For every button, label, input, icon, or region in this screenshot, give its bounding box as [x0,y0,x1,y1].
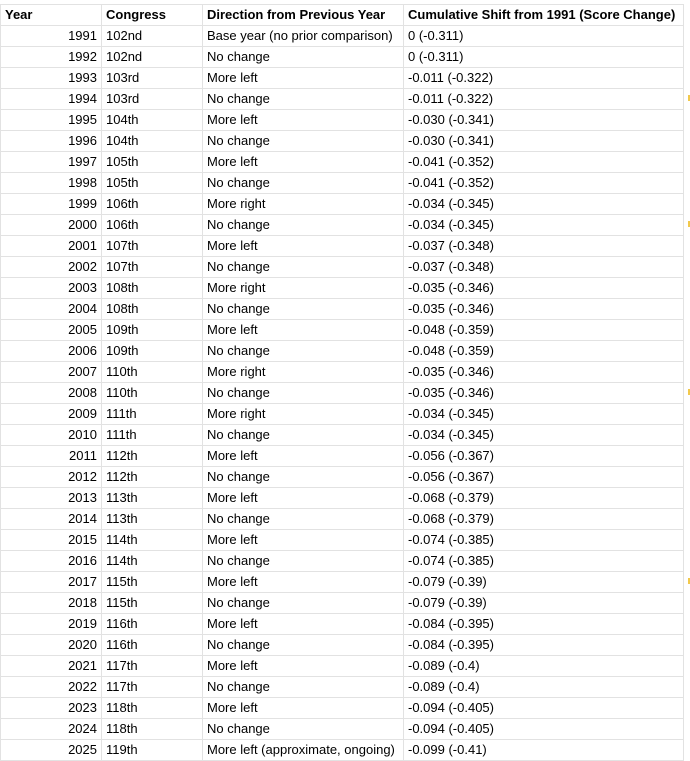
cell-direction[interactable]: No change [203,551,404,572]
cell-shift[interactable]: -0.084 (-0.395) [404,635,684,656]
cell-congress[interactable]: 106th [102,194,203,215]
cell-direction[interactable]: No change [203,89,404,110]
cell-direction[interactable]: No change [203,635,404,656]
cell-congress[interactable]: 118th [102,719,203,740]
cell-year[interactable]: 1994 [1,89,102,110]
table-row [1,740,684,761]
cell-year[interactable]: 1995 [1,110,102,131]
cell-shift[interactable]: -0.079 (-0.39) [404,593,684,614]
cell-shift[interactable]: -0.035 (-0.346) [404,383,684,404]
cell-congress[interactable]: 109th [102,341,203,362]
cell-shift[interactable]: -0.041 (-0.352) [404,173,684,194]
cell-direction[interactable]: More left [203,656,404,677]
cell-shift[interactable]: -0.068 (-0.379) [404,509,684,530]
cell-congress[interactable]: 110th [102,383,203,404]
table-row [1,110,684,131]
cell-direction[interactable]: More left [203,698,404,719]
cell-year[interactable]: 2010 [1,425,102,446]
cell-congress[interactable]: 117th [102,656,203,677]
table-row [1,383,684,404]
cell-congress[interactable]: 105th [102,173,203,194]
cell-shift[interactable]: -0.099 (-0.41) [404,740,684,761]
cell-direction[interactable]: More left [203,236,404,257]
cell-year[interactable]: 2023 [1,698,102,719]
cell-year[interactable]: 1996 [1,131,102,152]
cell-direction[interactable]: More right [203,278,404,299]
cell-year[interactable]: 2005 [1,320,102,341]
cell-congress[interactable]: 113th [102,488,203,509]
cell-year[interactable]: 1992 [1,47,102,68]
cell-year[interactable]: 2011 [1,446,102,467]
cell-year[interactable]: 2002 [1,257,102,278]
cell-congress[interactable]: 114th [102,530,203,551]
table-row [1,257,684,278]
cell-year[interactable]: 2019 [1,614,102,635]
cell-congress[interactable]: 118th [102,698,203,719]
table-row [1,446,684,467]
cell-direction[interactable]: No change [203,467,404,488]
table-row [1,215,684,236]
cell-direction[interactable]: More right [203,362,404,383]
cell-direction[interactable]: More left [203,530,404,551]
cell-direction[interactable]: More left [203,110,404,131]
cell-shift[interactable]: -0.079 (-0.39) [404,572,684,593]
spreadsheet-body [1,5,684,761]
cell-shift[interactable]: -0.074 (-0.385) [404,551,684,572]
cell-shift[interactable]: -0.035 (-0.346) [404,299,684,320]
table-row [1,341,684,362]
table-row [1,488,684,509]
cell-year[interactable]: 1997 [1,152,102,173]
table-row [1,194,684,215]
cell-direction[interactable]: More right [203,404,404,425]
table-row [1,467,684,488]
cell-congress[interactable]: 107th [102,236,203,257]
cell-year[interactable]: 2004 [1,299,102,320]
cell-congress[interactable]: 119th [102,740,203,761]
cell-shift[interactable]: -0.084 (-0.395) [404,614,684,635]
cell-year[interactable]: 2021 [1,656,102,677]
table-row [1,131,684,152]
header-cell-year[interactable]: Year [1,5,102,26]
cell-year[interactable]: 2003 [1,278,102,299]
cell-direction[interactable]: No change [203,47,404,68]
cell-shift[interactable]: -0.089 (-0.4) [404,656,684,677]
table-row [1,677,684,698]
cell-direction[interactable]: No change [203,593,404,614]
cell-shift[interactable]: -0.030 (-0.341) [404,131,684,152]
table-row [1,89,684,110]
cell-shift[interactable]: -0.035 (-0.346) [404,362,684,383]
cell-direction[interactable]: More left [203,320,404,341]
cell-shift[interactable]: -0.094 (-0.405) [404,698,684,719]
table-row [1,362,684,383]
cell-year[interactable]: 2025 [1,740,102,761]
table-row [1,719,684,740]
cell-year[interactable]: 1999 [1,194,102,215]
header-cell-direction[interactable]: Direction from Previous Year [203,5,404,26]
cell-congress[interactable]: 108th [102,299,203,320]
cell-congress[interactable]: 103rd [102,89,203,110]
cell-year[interactable]: 2001 [1,236,102,257]
cell-shift[interactable]: -0.011 (-0.322) [404,89,684,110]
cell-congress[interactable]: 115th [102,572,203,593]
cell-direction[interactable]: More left (approximate, ongoing) [203,740,404,761]
cell-year[interactable]: 2020 [1,635,102,656]
cell-shift[interactable]: -0.048 (-0.359) [404,320,684,341]
header-cell-shift[interactable]: Cumulative Shift from 1991 (Score Change) [404,5,684,26]
cell-shift[interactable]: -0.037 (-0.348) [404,236,684,257]
cell-direction[interactable]: No change [203,509,404,530]
cell-year[interactable]: 2016 [1,551,102,572]
table-row [1,572,684,593]
cell-congress[interactable]: 112th [102,467,203,488]
cell-direction[interactable]: No change [203,719,404,740]
cell-congress[interactable]: 110th [102,362,203,383]
table-row [1,236,684,257]
cell-year[interactable]: 2006 [1,341,102,362]
cell-congress[interactable]: 106th [102,215,203,236]
table-row [1,656,684,677]
cell-shift[interactable]: -0.089 (-0.4) [404,677,684,698]
cell-year[interactable]: 2017 [1,572,102,593]
table-row [1,509,684,530]
cell-congress[interactable]: 105th [102,152,203,173]
cell-direction[interactable]: More right [203,194,404,215]
cell-congress[interactable]: 117th [102,677,203,698]
cell-congress[interactable]: 111th [102,404,203,425]
cell-congress[interactable]: 108th [102,278,203,299]
cell-congress[interactable]: 116th [102,614,203,635]
cell-congress[interactable]: 104th [102,131,203,152]
cell-congress[interactable]: 109th [102,320,203,341]
cell-direction[interactable]: No change [203,425,404,446]
cell-shift[interactable]: -0.035 (-0.346) [404,278,684,299]
cell-shift[interactable]: -0.030 (-0.341) [404,110,684,131]
cell-congress[interactable]: 107th [102,257,203,278]
header-row [1,5,684,26]
cell-direction[interactable]: No change [203,173,404,194]
table-row [1,698,684,719]
cell-congress[interactable]: 103rd [102,68,203,89]
cell-shift[interactable]: -0.048 (-0.359) [404,341,684,362]
table-row [1,425,684,446]
cell-congress[interactable]: 114th [102,551,203,572]
cell-direction[interactable]: No change [203,131,404,152]
cell-direction[interactable]: Base year (no prior comparison) [203,26,404,47]
cell-shift[interactable]: -0.034 (-0.345) [404,425,684,446]
cell-direction[interactable]: No change [203,215,404,236]
table-row [1,404,684,425]
cell-shift[interactable]: -0.041 (-0.352) [404,152,684,173]
cell-congress[interactable]: 102nd [102,47,203,68]
table-row [1,614,684,635]
table-row [1,68,684,89]
cell-year[interactable]: 2008 [1,383,102,404]
table-row [1,278,684,299]
cell-year[interactable]: 1998 [1,173,102,194]
table-row [1,47,684,68]
cell-direction[interactable]: No change [203,677,404,698]
table-row [1,299,684,320]
cell-year[interactable]: 2015 [1,530,102,551]
cell-shift[interactable]: -0.056 (-0.367) [404,446,684,467]
cell-shift[interactable]: -0.056 (-0.367) [404,467,684,488]
cell-year[interactable]: 2024 [1,719,102,740]
cell-congress[interactable]: 116th [102,635,203,656]
cell-year[interactable]: 2014 [1,509,102,530]
spreadsheet-table [0,4,684,761]
cell-shift[interactable]: -0.094 (-0.405) [404,719,684,740]
table-row [1,530,684,551]
cell-shift[interactable]: -0.037 (-0.348) [404,257,684,278]
cell-congress[interactable]: 104th [102,110,203,131]
cell-shift[interactable]: -0.034 (-0.345) [404,194,684,215]
table-row [1,152,684,173]
cell-direction[interactable]: More left [203,446,404,467]
table-row [1,635,684,656]
header-cell-congress[interactable]: Congress [102,5,203,26]
cell-year[interactable]: 2009 [1,404,102,425]
table-row [1,593,684,614]
cell-direction[interactable]: More left [203,572,404,593]
cell-shift[interactable]: -0.034 (-0.345) [404,404,684,425]
cell-shift[interactable]: -0.068 (-0.379) [404,488,684,509]
cell-year[interactable]: 1993 [1,68,102,89]
cell-year[interactable]: 2000 [1,215,102,236]
table-row [1,320,684,341]
cell-direction[interactable]: No change [203,257,404,278]
cell-year[interactable]: 2018 [1,593,102,614]
cell-shift[interactable]: -0.074 (-0.385) [404,530,684,551]
cell-direction[interactable]: More left [203,68,404,89]
cell-shift[interactable]: 0 (-0.311) [404,26,684,47]
cell-congress[interactable]: 111th [102,425,203,446]
cell-shift[interactable]: -0.034 (-0.345) [404,215,684,236]
cell-direction[interactable]: More left [203,614,404,635]
cell-direction[interactable]: No change [203,299,404,320]
cell-congress[interactable]: 112th [102,446,203,467]
cell-congress[interactable]: 102nd [102,26,203,47]
cell-direction[interactable]: More left [203,488,404,509]
cell-year[interactable]: 2007 [1,362,102,383]
cell-year[interactable]: 2022 [1,677,102,698]
cell-shift[interactable]: -0.011 (-0.322) [404,68,684,89]
cell-year[interactable]: 2013 [1,488,102,509]
cell-direction[interactable]: No change [203,341,404,362]
cell-year[interactable]: 1991 [1,26,102,47]
cell-shift[interactable]: 0 (-0.311) [404,47,684,68]
cell-direction[interactable]: No change [203,383,404,404]
cell-direction[interactable]: More left [203,152,404,173]
cell-congress[interactable]: 115th [102,593,203,614]
table-row [1,173,684,194]
cell-congress[interactable]: 113th [102,509,203,530]
table-row [1,26,684,47]
cell-year[interactable]: 2012 [1,467,102,488]
table-row [1,551,684,572]
